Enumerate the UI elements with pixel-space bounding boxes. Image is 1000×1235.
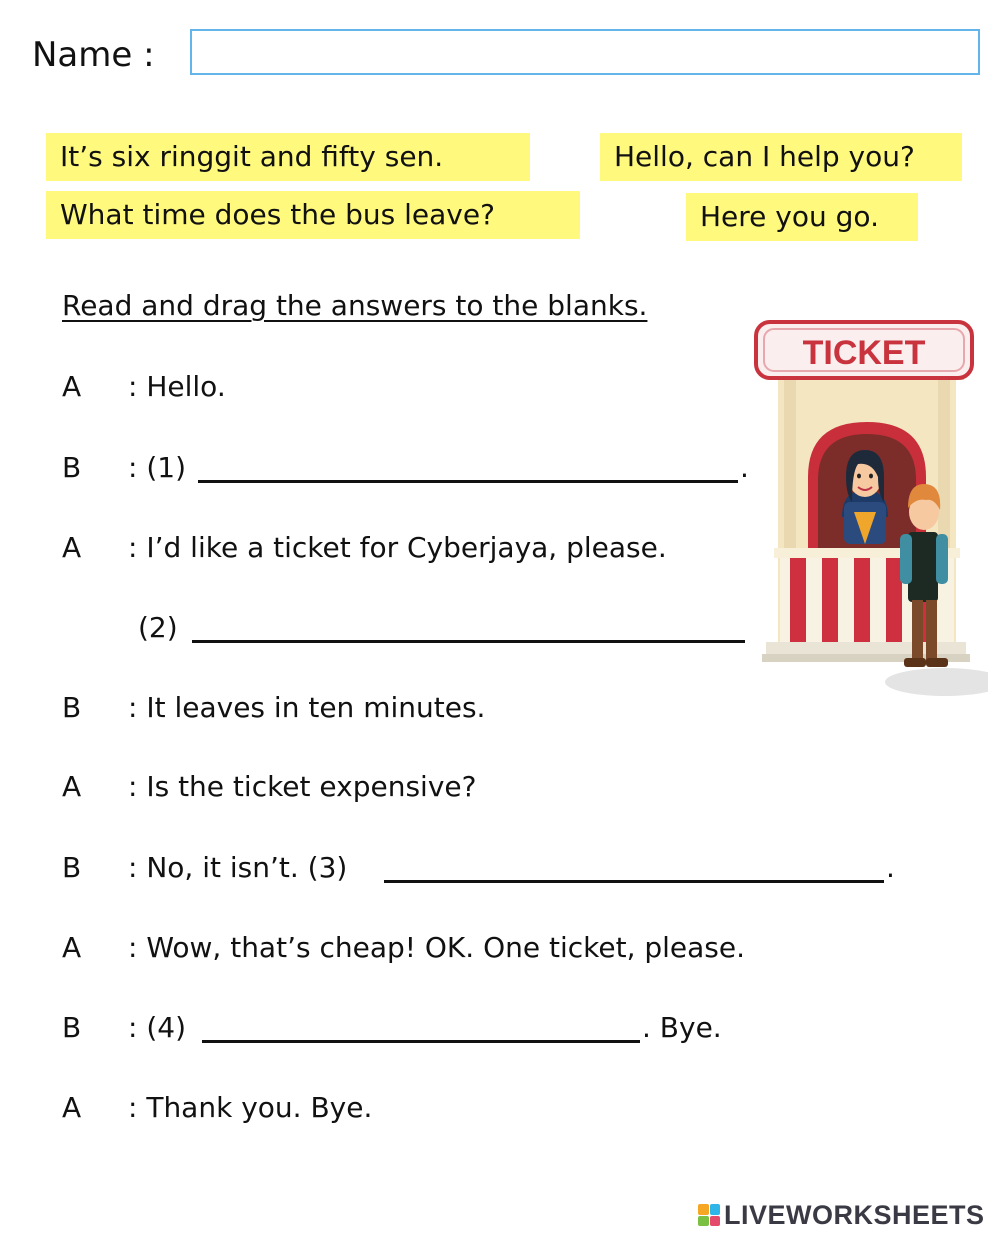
dialogue-text: : Wow, that’s cheap! OK. One ticket, please.	[128, 931, 746, 964]
speaker-label: B	[62, 851, 82, 884]
answer-blank-4[interactable]	[202, 1006, 640, 1043]
answer-blank-1[interactable]	[198, 446, 738, 483]
blank-punctuation: . Bye.	[642, 1011, 722, 1044]
speaker-label: B	[62, 451, 82, 484]
liveworksheets-logo[interactable]	[698, 1198, 985, 1232]
speaker-label: B	[62, 691, 82, 724]
name-input[interactable]	[190, 29, 980, 75]
dialogue-line	[62, 765, 962, 809]
instruction-text: Read and drag the answers to the blanks.	[62, 289, 648, 322]
dialogue-text: : Thank you. Bye.	[128, 1091, 373, 1124]
speaker-label: A	[62, 370, 82, 403]
dialogue-line	[62, 1006, 962, 1050]
dialogue-line	[62, 846, 962, 890]
speaker-label: B	[62, 1011, 82, 1044]
dialogue-text: : (4)	[128, 1011, 186, 1044]
dialogue-text: : I’d like a ticket for Cyberjaya, please.	[128, 531, 667, 564]
dialogue-text: (2)	[138, 611, 178, 644]
brand-name: LIVEWORKSHEETS	[724, 1199, 985, 1230]
answer-blank-3[interactable]	[384, 846, 884, 883]
liveworksheets-logo-icon	[698, 1204, 720, 1226]
blank-punctuation: .	[886, 851, 895, 884]
dialogue-text: : Is the ticket expensive?	[128, 770, 477, 803]
blank-punctuation: .	[740, 451, 749, 484]
speaker-label: A	[62, 770, 82, 803]
answer-blank-2[interactable]	[192, 606, 745, 643]
dialogue-text: : It leaves in ten minutes.	[128, 691, 486, 724]
ticket-booth-icon	[750, 312, 988, 707]
dialogue-text: : Hello.	[128, 370, 226, 403]
answer-chip-4[interactable]: Here you go.	[686, 193, 918, 241]
dialogue-text: : (1)	[128, 451, 186, 484]
answer-chip-2[interactable]: Hello, can I help you?	[600, 133, 962, 181]
answer-chip-3[interactable]: What time does the bus leave?	[46, 191, 580, 239]
dialogue-text: : No, it isn’t. (3)	[128, 851, 348, 884]
speaker-label: A	[62, 931, 82, 964]
speaker-label: A	[62, 1091, 82, 1124]
name-label: Name :	[32, 35, 155, 75]
dialogue-line	[62, 1086, 962, 1130]
speaker-label: A	[62, 531, 82, 564]
answer-chip-1[interactable]: It’s six ringgit and fifty sen.	[46, 133, 530, 181]
dialogue-line	[62, 926, 962, 970]
ticket-sign-text: TICKET	[802, 334, 926, 372]
